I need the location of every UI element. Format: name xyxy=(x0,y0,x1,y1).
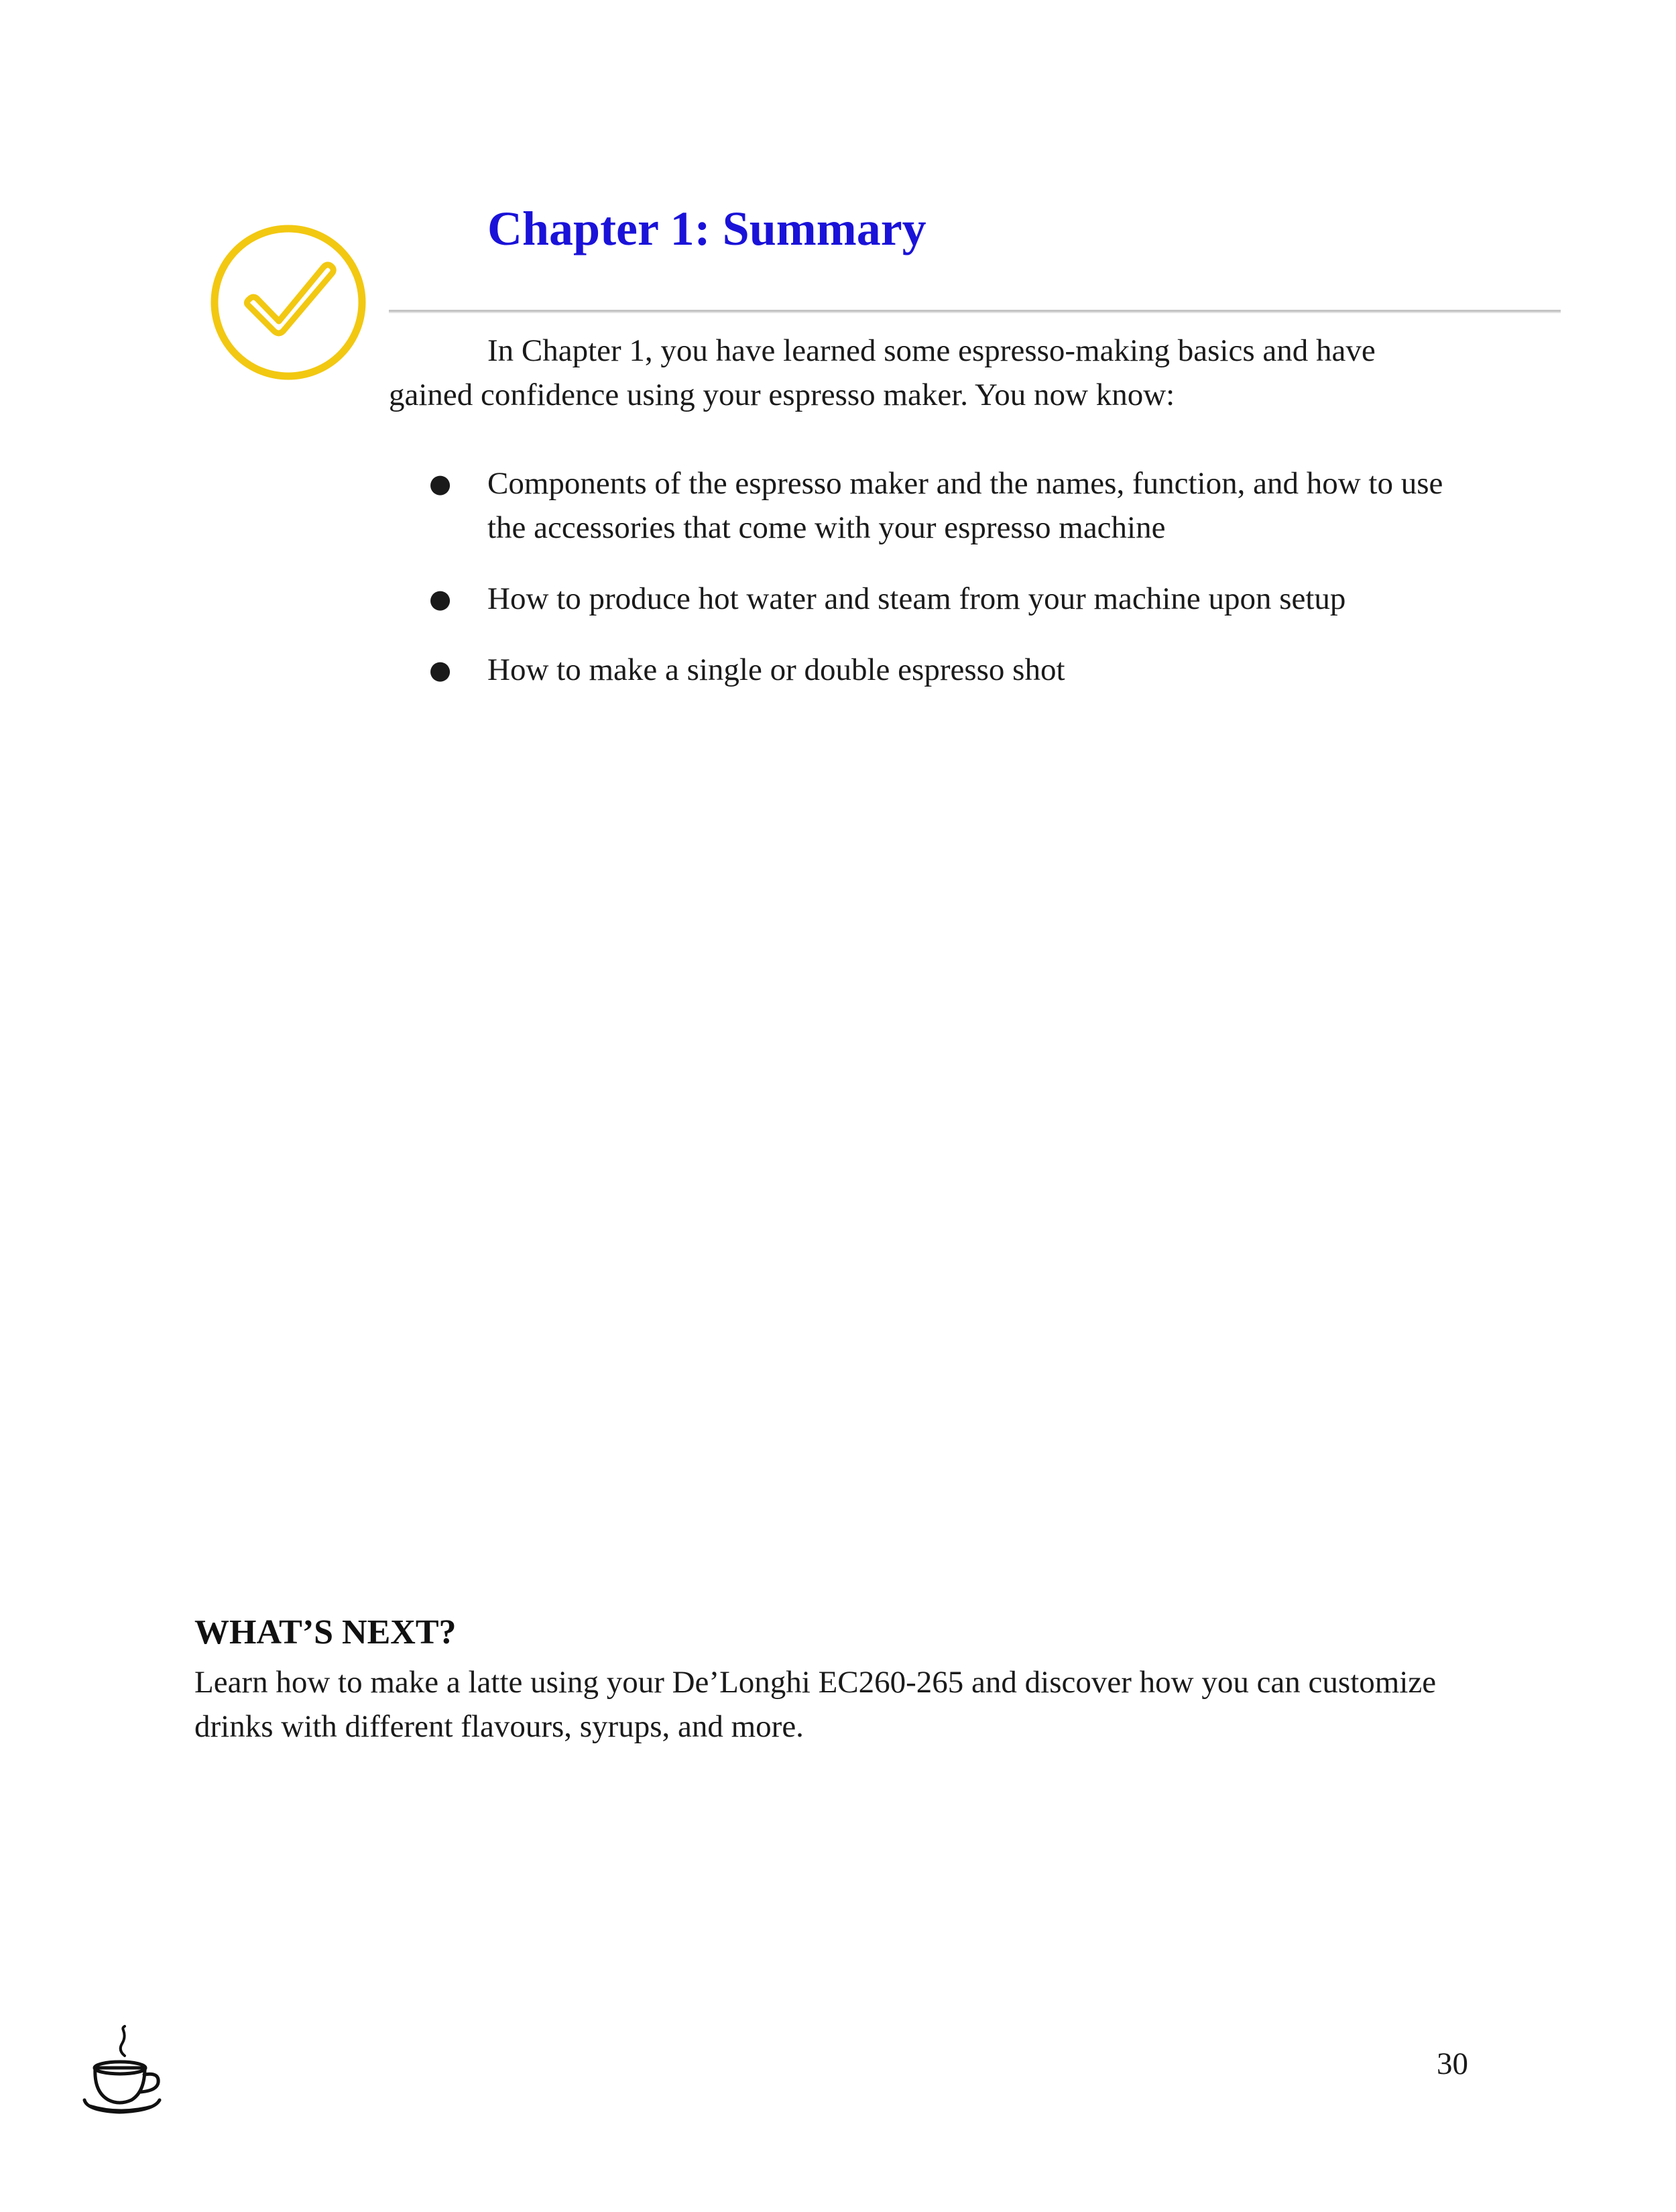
list-item-text: How to produce hot water and steam from your machine upon setup xyxy=(487,581,1346,616)
list-item xyxy=(429,577,1448,621)
page-number: 30 xyxy=(1437,2046,1468,2081)
whats-next-heading: WHAT’S NEXT? xyxy=(194,1613,457,1651)
bullet-icon: ● xyxy=(429,469,452,498)
list-item-text: Components of the espresso maker and the names, function, and how to use the accessories that come with your espresso machine xyxy=(487,466,1443,545)
list-item xyxy=(429,461,1448,550)
list-item-text: How to make a single or double espresso shot xyxy=(487,652,1065,687)
bullet-icon: ● xyxy=(429,584,452,614)
title-divider xyxy=(389,310,1561,313)
whats-next-text: Learn how to make a latte using your De’Longhi EC260-265 and discover how you can customize drinks with different flavours, syrups, and more. xyxy=(194,1665,1437,1744)
intro-paragraph: In Chapter 1, you have learned some espresso-making basics and have gained confidence using your espresso maker. You now know: xyxy=(389,333,1376,412)
bullet-icon: ● xyxy=(429,655,452,685)
coffee-cup-icon xyxy=(80,2025,168,2119)
list-item xyxy=(429,648,1448,692)
checkmark-circle-icon xyxy=(209,223,367,382)
summary-list xyxy=(429,461,1448,719)
chapter-title: Chapter 1: Summary xyxy=(487,202,926,255)
